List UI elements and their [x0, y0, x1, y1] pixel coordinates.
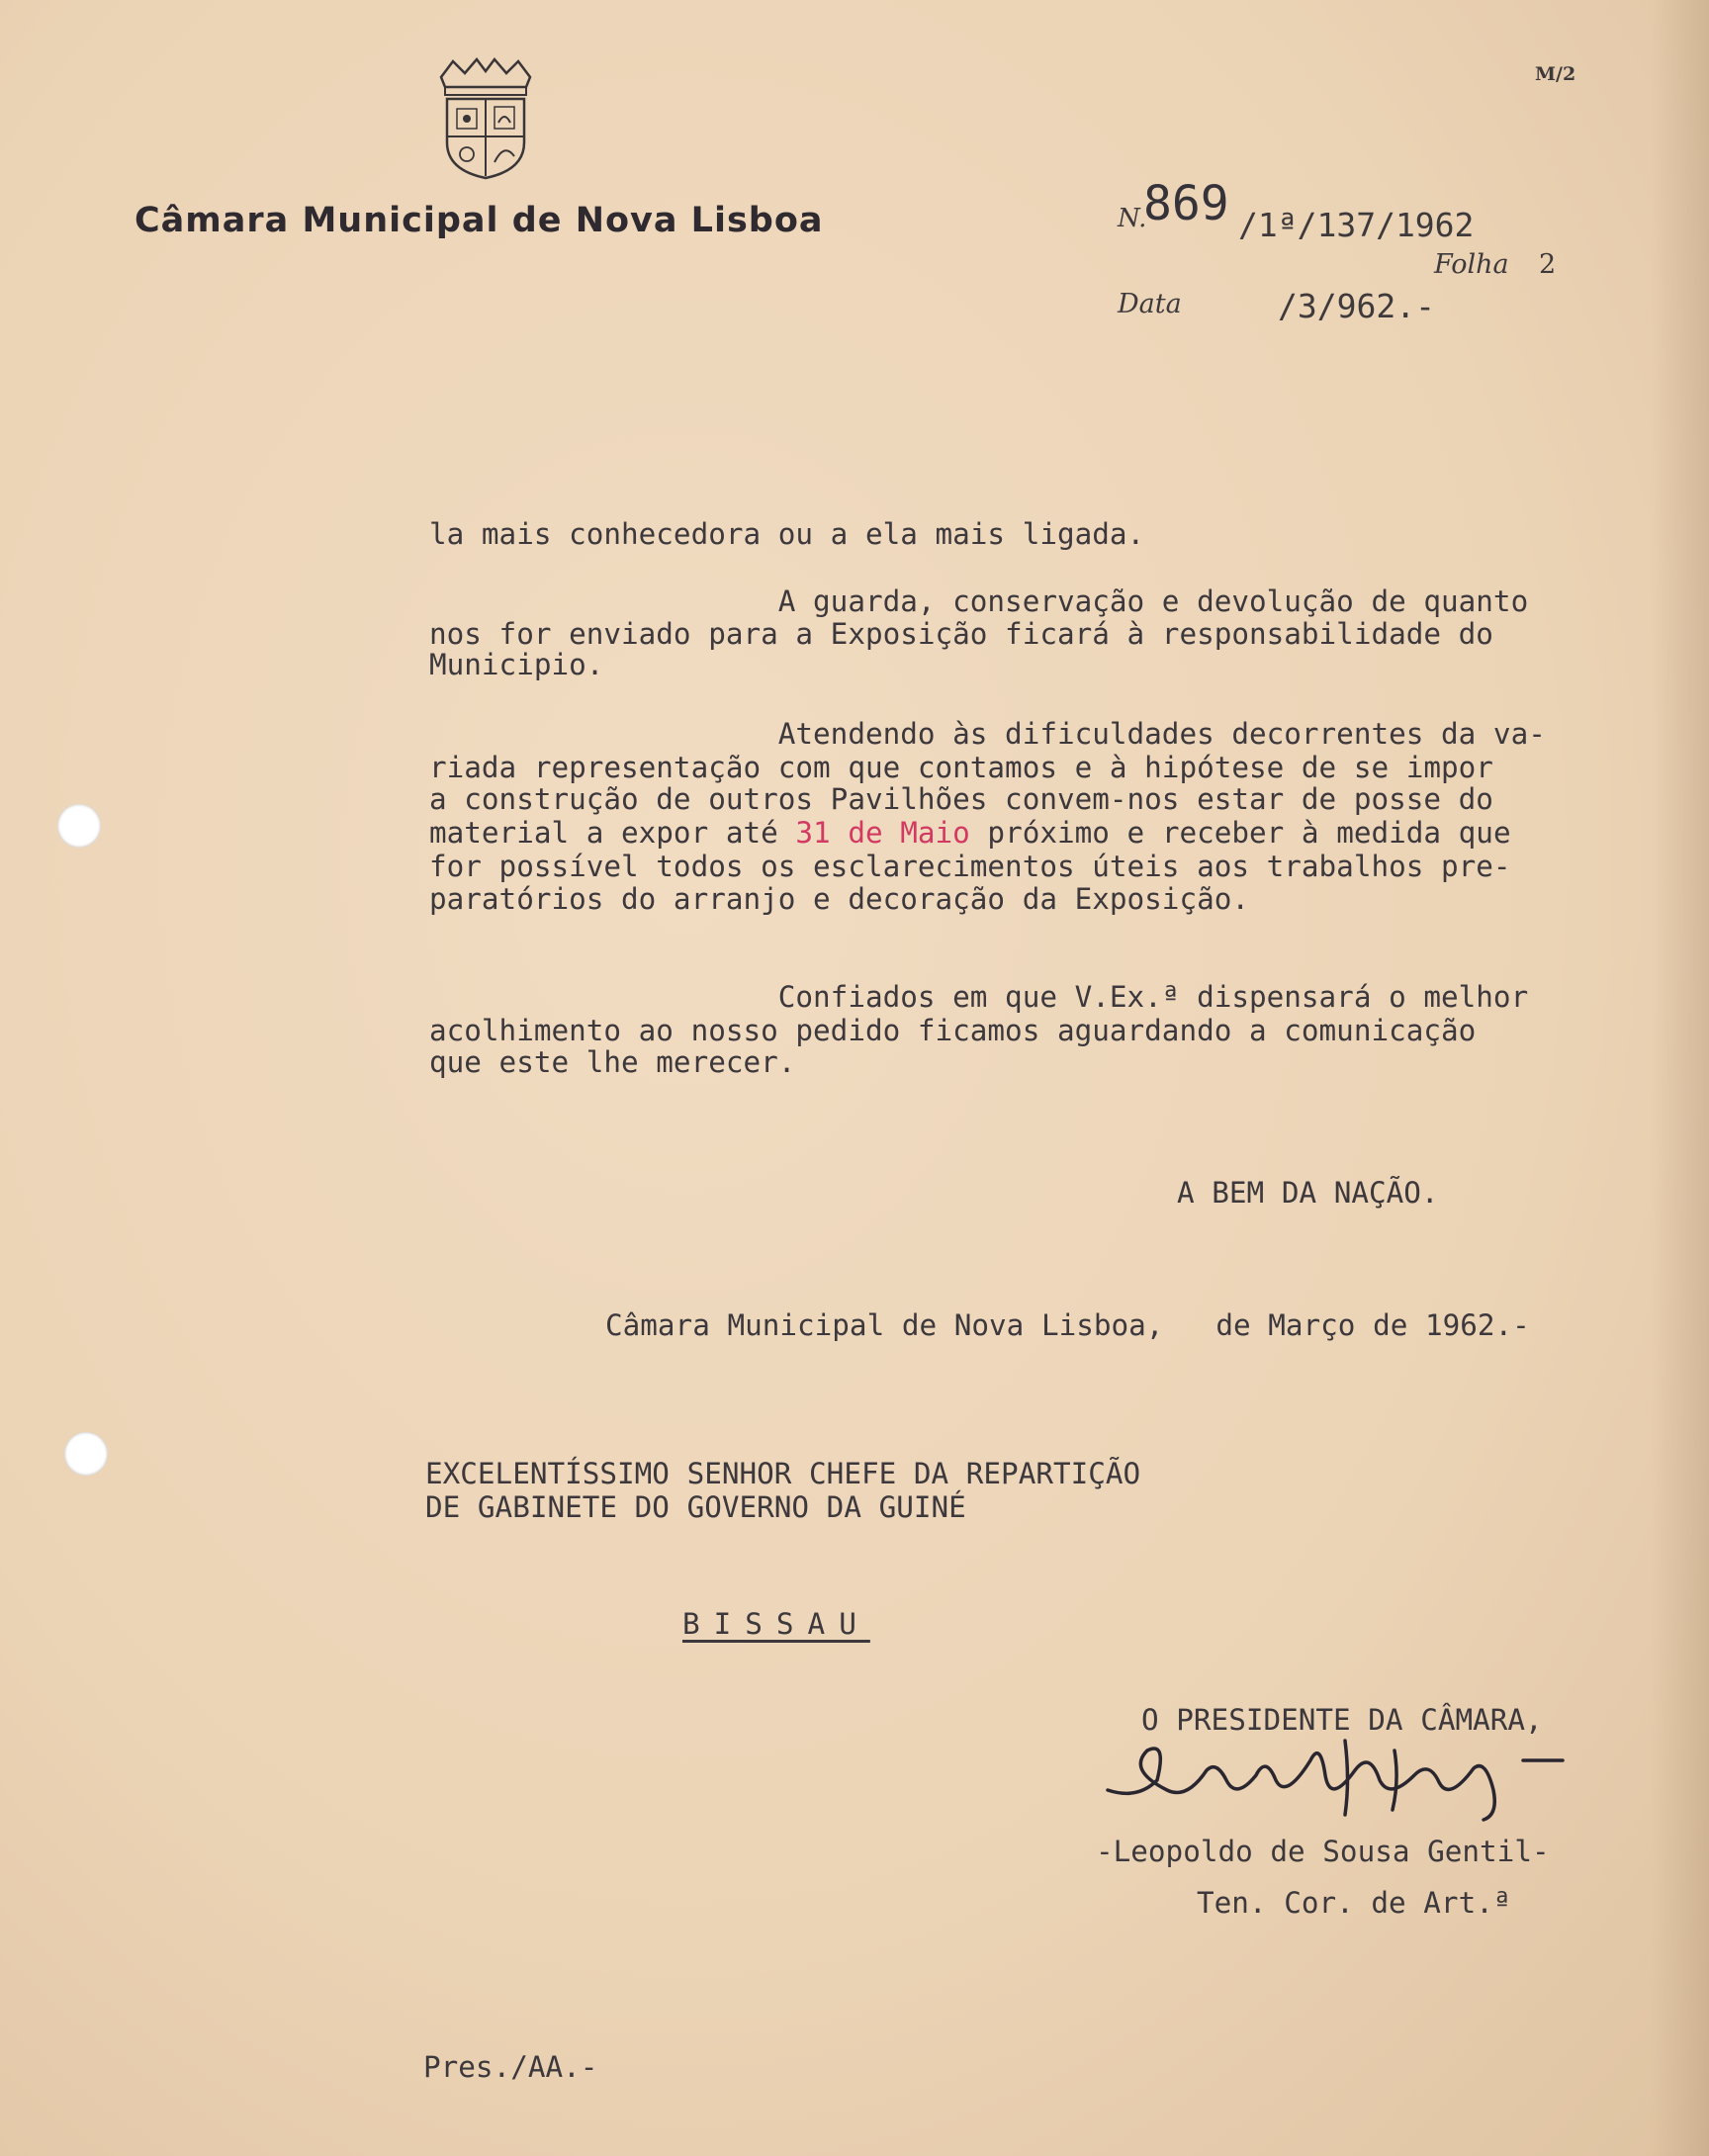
body-line: Confiados em que V.Ex.ª dispensará o melhor	[429, 980, 1529, 1014]
addressee-line: DE GABINETE DO GOVERNO DA GUINÉ	[425, 1490, 966, 1524]
document-number: 869	[1143, 176, 1229, 231]
body-line: que este lhe merecer.	[429, 1045, 796, 1079]
signatory-rank: Ten. Cor. de Art.ª	[1197, 1886, 1511, 1920]
paper-edge-shadow	[1650, 0, 1709, 2156]
place-date: Câmara Municipal de Nova Lisboa, de Março de 1962.-	[605, 1308, 1530, 1342]
form-code: M/2	[1535, 63, 1576, 85]
number-label: N.	[1118, 204, 1147, 233]
body-line: riada representação com que contamos e à hipótese de se impor	[429, 751, 1493, 784]
body-line: a construção de outros Pavilhões convem-nos estar de posse do	[429, 782, 1493, 816]
punch-hole-bottom	[64, 1432, 108, 1476]
addressee-city: BISSAU	[682, 1607, 870, 1641]
body-line: nos for enviado para a Exposição ficará à responsabilidade do	[429, 617, 1493, 651]
body-line: A guarda, conservação e devolução de quanto	[429, 584, 1529, 618]
folha-number: 2	[1539, 249, 1557, 280]
body-line	[429, 817, 1511, 850]
footer-initials: Pres./AA.-	[423, 2050, 598, 2084]
data-label: Data	[1118, 289, 1182, 319]
signatory-role: O PRESIDENTE DA CÂMARA,	[1141, 1703, 1543, 1737]
handwritten-signature	[1098, 1721, 1612, 1830]
reference-code: /1ª/137/1962	[1238, 206, 1475, 244]
punch-hole-top	[57, 804, 101, 848]
body-text: material a expor até	[429, 816, 796, 850]
folha-label: Folha	[1434, 249, 1509, 280]
body-line: paratórios do arranjo e decoração da Exposição.	[429, 882, 1249, 916]
body-line: acolhimento ao nosso pedido ficamos aguardando a comunicação	[429, 1014, 1477, 1047]
letterhead-title: Câmara Municipal de Nova Lisboa	[135, 201, 824, 240]
body-line: for possível todos os esclarecimentos úteis aos trabalhos pre-	[429, 850, 1511, 883]
closing-motto: A BEM DA NAÇÃO.	[1177, 1176, 1439, 1210]
body-line: Atendendo às dificuldades decorrentes da va-	[429, 717, 1546, 751]
data-value: /3/962.-	[1278, 287, 1435, 325]
coat-of-arms-icon	[433, 57, 538, 180]
body-line: Municipio.	[429, 648, 604, 681]
body-text: próximo e receber à medida que	[969, 816, 1511, 850]
addressee-line: EXCELENTÍSSIMO SENHOR CHEFE DA REPARTIÇÃO	[425, 1457, 1141, 1490]
highlighted-date: 31 de Maio	[795, 816, 970, 850]
signatory-name: -Leopoldo de Sousa Gentil-	[1096, 1835, 1550, 1868]
body-line: la mais conhecedora ou a ela mais ligada.	[429, 517, 1145, 551]
